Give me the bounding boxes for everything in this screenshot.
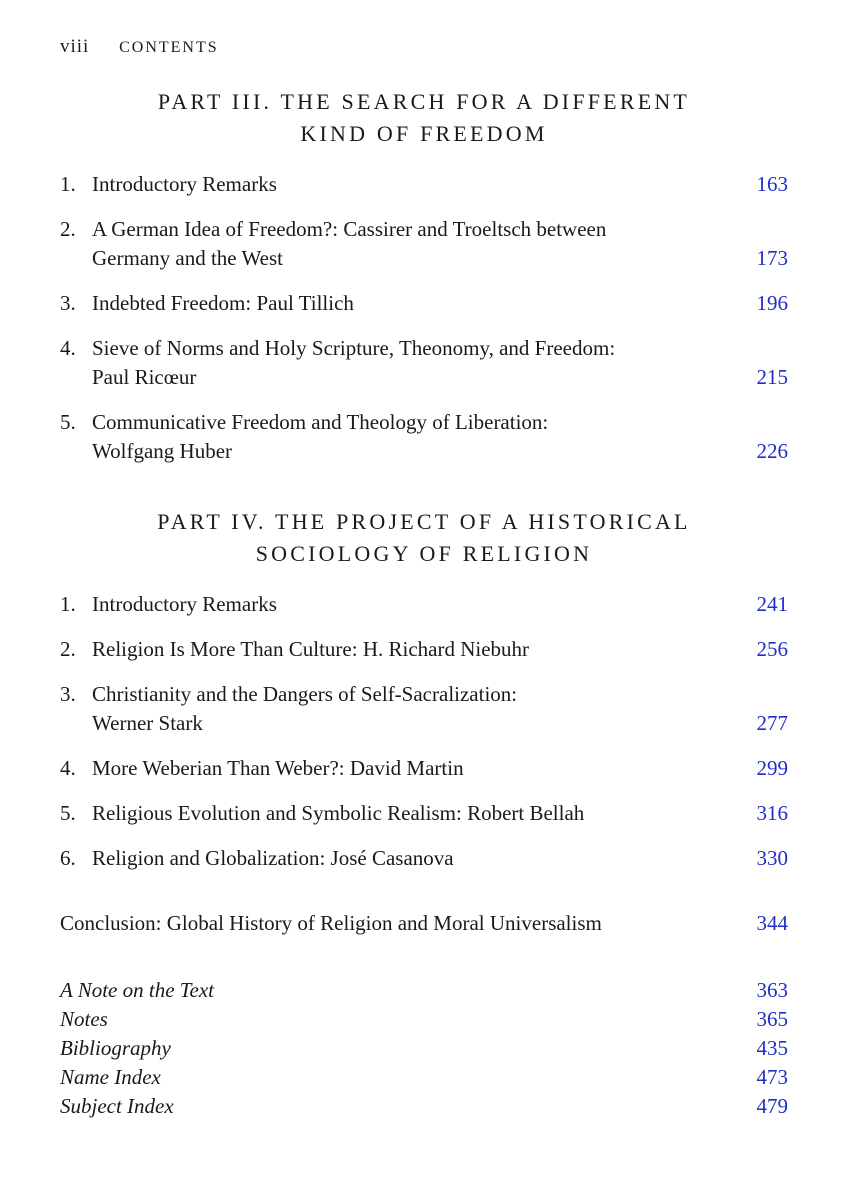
toc-entry-conclusion[interactable] xyxy=(60,909,788,938)
entry-number: 6. xyxy=(60,846,76,870)
entry-page-link[interactable]: 316 xyxy=(756,801,788,825)
toc-entry[interactable] xyxy=(60,799,788,828)
entry-title: A German Idea of Freedom?: Cassirer and Troeltsch between xyxy=(92,217,607,241)
entry-page-link[interactable]: 226 xyxy=(756,439,788,463)
back-matter-item[interactable] xyxy=(60,1005,788,1034)
entry-number: 5. xyxy=(60,410,76,434)
toc-entry[interactable] xyxy=(60,590,788,619)
entry-title: Religion and Globalization: José Casanova xyxy=(92,846,454,870)
entry-title: Christianity and the Dangers of Self-Sacralization: xyxy=(92,682,518,706)
entry-page-link[interactable]: 344 xyxy=(756,911,788,935)
back-matter-label: A Note on the Text xyxy=(60,978,214,1002)
entry-page-link[interactable]: 173 xyxy=(756,246,788,270)
entry-page-link[interactable]: 256 xyxy=(756,637,788,661)
entry-title: Sieve of Norms and Holy Scripture, Theonomy, and Freedom: xyxy=(92,336,616,360)
back-matter-item[interactable] xyxy=(60,1092,788,1121)
entry-title-cont: Werner Stark xyxy=(92,711,203,735)
toc-entry[interactable] xyxy=(60,754,788,783)
running-head-title: CONTENTS xyxy=(119,39,219,56)
entry-number: 3. xyxy=(60,291,76,315)
entry-title-cont: Germany and the West xyxy=(92,246,283,270)
page-number: viii xyxy=(60,36,90,57)
back-matter-label: Name Index xyxy=(60,1065,161,1089)
entry-title: More Weberian Than Weber?: David Martin xyxy=(92,756,464,780)
entry-title: Introductory Remarks xyxy=(92,592,277,616)
entry-title: Communicative Freedom and Theology of Liberation: xyxy=(92,410,549,434)
entry-number: 4. xyxy=(60,336,76,360)
entry-number: 3. xyxy=(60,682,76,706)
back-matter-page-link[interactable]: 435 xyxy=(756,1036,788,1060)
toc-entry[interactable] xyxy=(60,289,788,318)
entry-title-cont: Paul Ricœur xyxy=(92,365,197,389)
toc-entry[interactable] xyxy=(60,635,788,664)
entry-number: 1. xyxy=(60,592,76,616)
toc-entry[interactable] xyxy=(60,170,788,199)
toc-entry[interactable] xyxy=(60,680,788,738)
entry-page-link[interactable]: 196 xyxy=(756,291,788,315)
entry-page-link[interactable]: 215 xyxy=(756,365,788,389)
part-3-title xyxy=(60,86,788,150)
back-matter-label: Bibliography xyxy=(60,1036,171,1060)
back-matter-page-link[interactable]: 363 xyxy=(756,978,788,1002)
toc-entry[interactable] xyxy=(60,215,788,273)
part-3-title-line-2: KIND OF FREEDOM xyxy=(300,121,548,146)
toc-entry[interactable] xyxy=(60,408,788,466)
entry-title-cont: Wolfgang Huber xyxy=(92,439,233,463)
running-head xyxy=(60,36,219,58)
part-3-title-line-1: PART III. THE SEARCH FOR A DIFFERENT xyxy=(157,89,691,114)
entry-title: Religion Is More Than Culture: H. Richard Niebuhr xyxy=(92,637,530,661)
entry-number: 4. xyxy=(60,756,76,780)
entry-number: 1. xyxy=(60,172,76,196)
entry-page-link[interactable]: 163 xyxy=(756,172,788,196)
entry-page-link[interactable]: 299 xyxy=(756,756,788,780)
part-4-title xyxy=(60,506,788,570)
entry-number: 5. xyxy=(60,801,76,825)
entry-number: 2. xyxy=(60,637,76,661)
back-matter-item[interactable] xyxy=(60,1034,788,1063)
back-matter-page-link[interactable]: 365 xyxy=(756,1007,788,1031)
entry-title: Indebted Freedom: Paul Tillich xyxy=(92,291,354,315)
part-4-title-line-2: SOCIOLOGY OF RELIGION xyxy=(255,541,593,566)
entry-title: Introductory Remarks xyxy=(92,172,277,196)
back-matter-item[interactable] xyxy=(60,1063,788,1092)
conclusion-title: Conclusion: Global History of Religion and Moral Universalism xyxy=(60,911,602,935)
back-matter-item[interactable] xyxy=(60,976,788,1005)
back-matter-page-link[interactable]: 479 xyxy=(756,1094,788,1118)
back-matter-page-link[interactable]: 473 xyxy=(756,1065,788,1089)
toc-entry[interactable] xyxy=(60,844,788,873)
back-matter-label: Subject Index xyxy=(60,1094,174,1118)
part-4-title-line-1: PART IV. THE PROJECT OF A HISTORICAL xyxy=(157,509,691,534)
entry-title: Religious Evolution and Symbolic Realism: Robert Bellah xyxy=(92,801,585,825)
entry-number: 2. xyxy=(60,217,76,241)
entry-page-link[interactable]: 277 xyxy=(756,711,788,735)
entry-page-link[interactable]: 241 xyxy=(756,592,788,616)
entry-page-link[interactable]: 330 xyxy=(756,846,788,870)
back-matter-label: Notes xyxy=(60,1007,108,1031)
toc-entry[interactable] xyxy=(60,334,788,392)
